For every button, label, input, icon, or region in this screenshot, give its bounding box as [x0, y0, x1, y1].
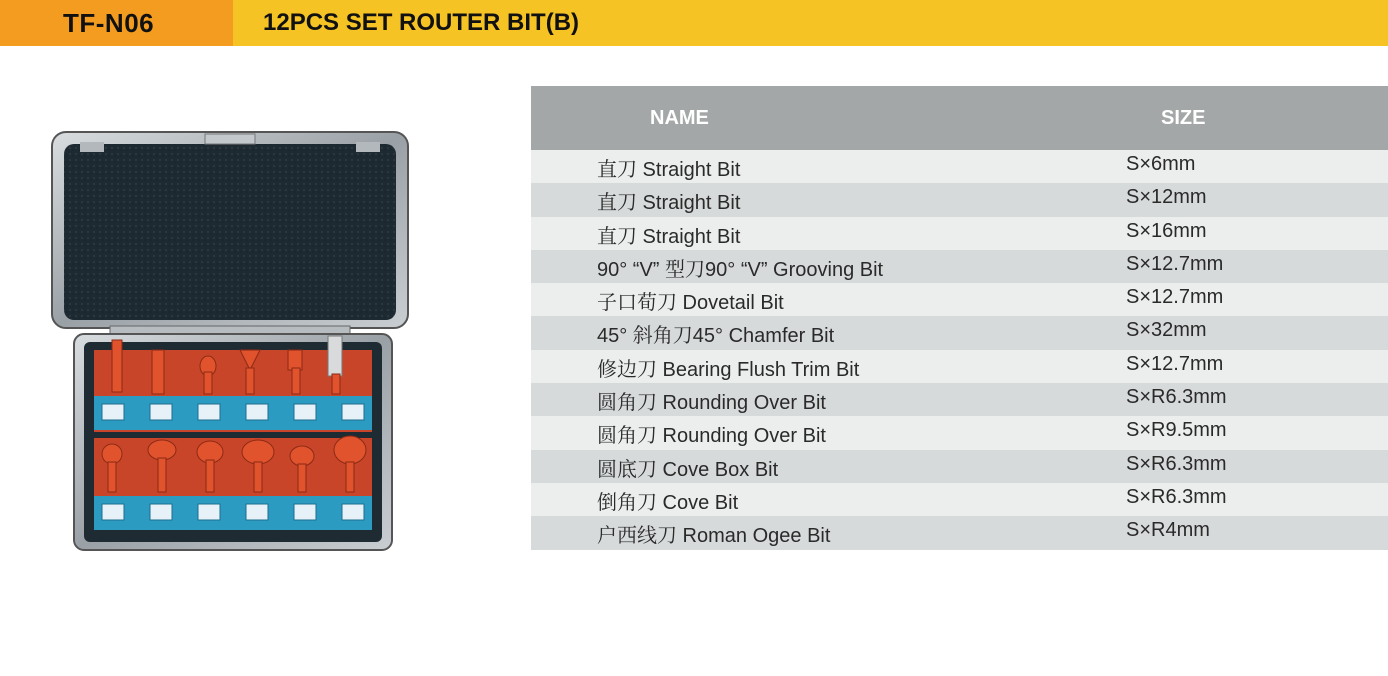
table-header: [531, 86, 1388, 150]
bit-size: S×R9.5mm: [1126, 419, 1227, 442]
case-base: [74, 334, 392, 550]
table-row: [531, 383, 1388, 416]
bit-size: S×12mm: [1126, 186, 1207, 209]
bit-size: S×16mm: [1126, 219, 1207, 242]
bit-name: 90° “V” 型刀90° “V” Grooving Bit: [597, 258, 884, 281]
bit-name: 直刀 Straight Bit: [597, 225, 741, 248]
column-header-size: SIZE: [1161, 107, 1206, 129]
bit-size: S×R6.3mm: [1126, 452, 1227, 475]
bit-name: 圆底刀 Cove Box Bit: [597, 458, 779, 481]
bit-name: 直刀 Straight Bit: [597, 159, 741, 181]
table-row: [531, 250, 1388, 283]
bit-name: 子口荀刀 Dovetail Bit: [597, 292, 784, 315]
bit-name: 户西线刀 Roman Ogee Bit: [597, 525, 831, 548]
bit-size: S×R6.3mm: [1126, 485, 1227, 508]
table-row: [531, 350, 1388, 383]
table-row: [531, 183, 1388, 216]
bit-size: S×12.7mm: [1126, 352, 1224, 375]
table-row: [531, 316, 1388, 349]
table-row: [531, 516, 1388, 549]
table-row: [531, 150, 1388, 183]
bit-name: 圆角刀 Rounding Over Bit: [597, 392, 826, 415]
table-row: [531, 217, 1388, 250]
column-header-name: NAME: [650, 107, 709, 129]
page-title: 12PCS SET ROUTER BIT(B): [263, 9, 580, 36]
bit-name: 修边刀 Bearing Flush Trim Bit: [597, 358, 860, 381]
bit-name: 45° 斜角刀45° Chamfer Bit: [597, 325, 835, 348]
product-image: [50, 128, 410, 553]
bit-size: S×12.7mm: [1126, 286, 1224, 309]
model-code-box: [0, 0, 233, 46]
model-code: TF-N06: [63, 7, 155, 38]
page-header: [0, 0, 1388, 46]
specs-table: [531, 86, 1388, 550]
bit-size: S×6mm: [1126, 153, 1196, 175]
table-row: [531, 483, 1388, 516]
bit-name: 圆角刀 Rounding Over Bit: [597, 425, 826, 448]
case-lid-icon: [52, 132, 408, 328]
router-bit-case-illustration: [50, 128, 410, 553]
title-box: [233, 0, 1388, 46]
bit-size: S×R4mm: [1126, 519, 1210, 542]
table-row: [531, 450, 1388, 483]
bit-name: 倒角刀 Cove Bit: [597, 491, 739, 514]
bit-size: S×32mm: [1126, 319, 1207, 342]
table-row: [531, 416, 1388, 449]
bit-size: S×12.7mm: [1126, 252, 1224, 275]
table-row: [531, 283, 1388, 316]
bit-name: 直刀 Straight Bit: [597, 192, 741, 215]
bit-size: S×R6.3mm: [1126, 386, 1227, 409]
